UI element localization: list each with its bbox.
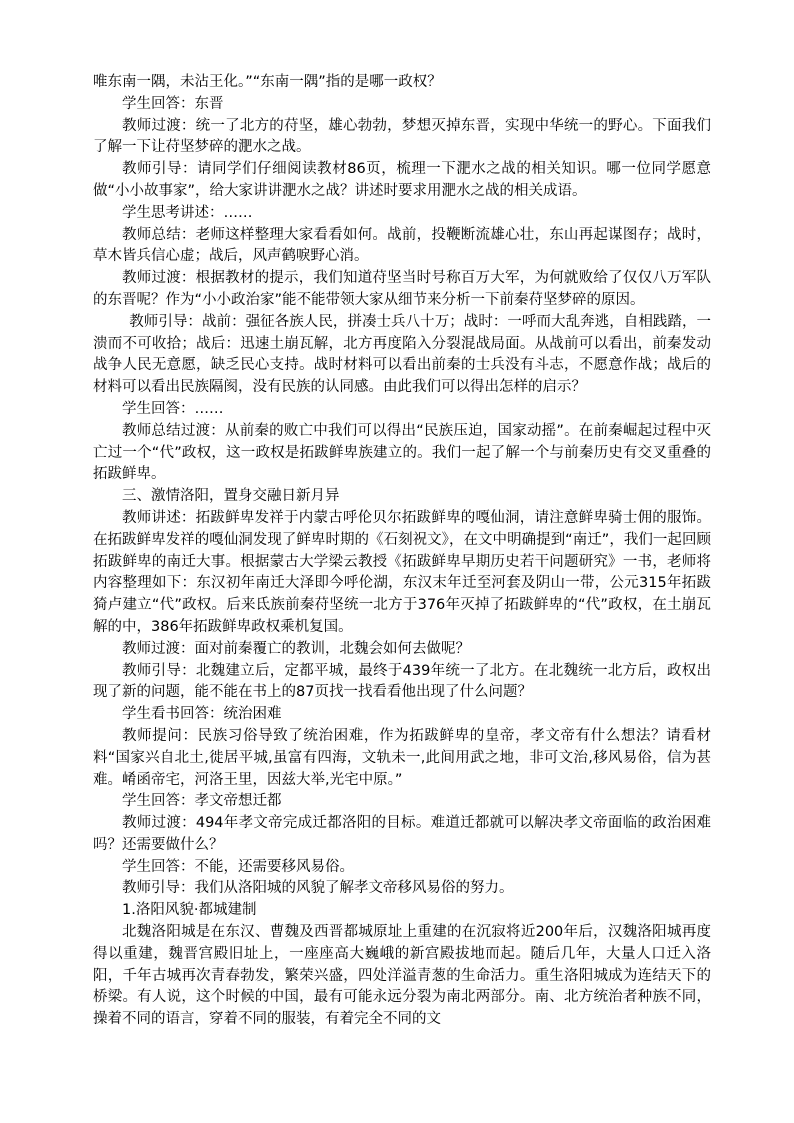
subsection-heading: 1.洛阳风貌·都城建制 bbox=[122, 902, 257, 919]
paragraph: 教师过渡：根据教材的提示，我们知道苻坚当时号称百万大军，为何就败给了仅仅八万军队的东晋呢？作为“小小政治家”能不能带领大家从细节来分析一下前秦苻坚梦碎的原因。 bbox=[93, 270, 711, 308]
paragraph: 学生回答：东晋 bbox=[122, 95, 224, 112]
paragraph: 学生回答：…… bbox=[122, 400, 224, 417]
paragraph: 学生回答：孝文帝想迁都 bbox=[122, 793, 282, 810]
paragraph: 教师过渡：统一了北方的苻坚，雄心勃勃，梦想灭掉东晋，实现中华统一的野心。下面我们了解一下让苻坚梦碎的淝水之战。 bbox=[93, 117, 711, 156]
paragraph: 教师总结：老师这样整理大家看看如何。战前，投鞭断流雄心壮，东山再起谋图存；战时，草木皆兵信心虚；战后，风声鹤唳野心消。 bbox=[93, 226, 711, 265]
paragraph: 教师讲述：拓跋鲜卑发祥于内蒙古呼伦贝尔拓跋鲜卑的嘎仙洞，请注意鲜卑骑士佣的服饰。在拓跋鲜卑发祥的嘎仙洞发现了鲜卑时期的《石刻祝文》，在文中明确提到“南迁”，我们一起回顾拓跋鲜卑的南迁大事。根据蒙古大学梁云教授《拓跋鲜卑早期历史若干问题研究》一书，老师将内容整理如下：东汉初年南迁大泽即今呼伦湖，东汉末年迁至河套及阴山一带，公元315年拓跋猗卢建立“代”政权。后来氐族前秦苻坚统一北方于376年灭掉了拓跋鲜卑的“代”政权，在土崩瓦解的中，386年拓跋鲜卑政权乘机复国。 bbox=[93, 509, 711, 635]
paragraph: 学生回答：不能，还需要移风易俗。 bbox=[122, 858, 354, 875]
section-heading: 三、激情洛阳，置身交融日新月异 bbox=[122, 488, 340, 505]
paragraph: 唯东南一隅，未沾王化。”“东南一隅”指的是哪一政权？ bbox=[93, 74, 442, 90]
paragraph: 教师引导：我们从洛阳城的风貌了解孝文帝移风易俗的努力。 bbox=[122, 880, 514, 897]
paragraph: 教师引导：请同学们仔细阅读教材86页，梳理一下淝水之战的相关知识。哪一位同学愿意做“小小故事家”，给大家讲讲淝水之战？讲述时要求用淝水之战的相关成语。 bbox=[93, 161, 711, 199]
paragraph: 学生看书回答：统治困难 bbox=[122, 706, 282, 723]
paragraph: 教师引导：北魏建立后，定都平城，最终于439年统一了北方。在北魏统一北方后，政权出现了新的问题，能不能在书上的87页找一找看看他出现了什么问题？ bbox=[93, 662, 711, 701]
paragraph: 北魏洛阳城是在东汉、曹魏及西晋都城原址上重建的在沉寂将近200年后，汉魏洛阳城再度得以重建，魏晋宫殿旧址上，一座座高大巍峨的新宫殿拔地而起。随后几年，大量人口迁入洛阳，千年古城再次青春勃发，繁荣兴盛，四处洋溢青葱的生命活力。重生洛阳城成为连结天下的桥梁。有人说，这个时候的中国，最有可能永远分裂为南北两部分。南、北方统治者种族不同，操着不同的语言，穿着不同的服装，有着完全不同的文 bbox=[93, 924, 711, 1028]
paragraph: 教师总结过渡：从前秦的败亡中我们可以得出“民族压迫，国家动摇”。在前秦崛起过程中灭亡过一个“代”政权，这一政权是拓跋鲜卑族建立的。我们一起了解一个与前秦历史有交叉重叠的拓跋鲜卑。 bbox=[93, 422, 711, 483]
paragraph: 教师引导：战前：强征各族人民，拼凑士兵八十万；战时：一呼而大乱奔逃，自相践踏，一溃而不可收拾；战后：迅速土崩瓦解，北方再度陷入分裂混战局面。从战前可以看出，前秦发动战争人民无意愿，缺乏民心支持。战时材料可以看出前秦的士兵没有斗志，不愿意作战；战后的材料可以看出民族隔阂，没有民族的认同感。由此我们可以得出怎样的启示？ bbox=[93, 313, 711, 396]
document-body bbox=[93, 72, 711, 1031]
paragraph: 教师过渡：面对前秦覆亡的教训，北魏会如何去做呢？ bbox=[122, 640, 470, 657]
paragraph: 教师提问：民族习俗导致了统治困难，作为拓跋鲜卑的皇帝，孝文帝有什么想法？请看材料“国家兴自北土,徙居平城,虽富有四海，文轨未一,此间用武之地，非可文治,移风易俗，信为甚难。崤函帝宅，河洛王里，因兹大举,光宅中原。” bbox=[93, 727, 711, 788]
paragraph: 教师过渡：494年孝文帝完成迁都洛阳的目标。难道迁都就可以解决孝文帝面临的政治困难吗？还需要做什么？ bbox=[93, 815, 711, 853]
paragraph: 学生思考讲述：…… bbox=[122, 204, 253, 221]
